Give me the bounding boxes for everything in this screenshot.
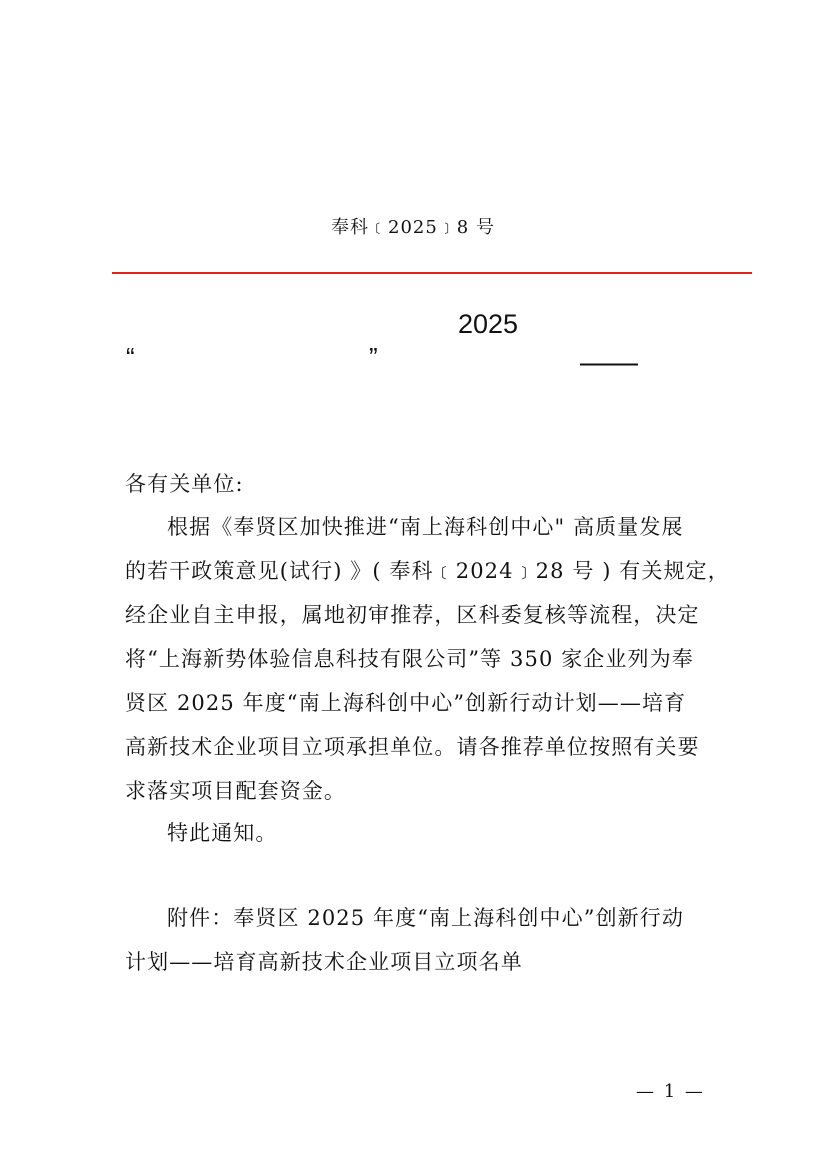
title-open-quote: “	[126, 342, 135, 372]
closing-text: 特此通知。	[167, 821, 278, 845]
title-close-quote: ”	[369, 342, 378, 372]
body-line: 将“上海新势体验信息科技有限公司”等 350 家企业列为奉	[125, 647, 694, 671]
attachment-line: 附件：奉贤区 2025 年度“南上海科创中心”创新行动	[167, 906, 684, 930]
salutation: 各有关单位:	[125, 472, 244, 496]
attachment-line: 计划——培育高新技术企业项目立项名单	[125, 950, 523, 974]
body-line: 的若干政策意见(试行) 》( 奉科﹝2024﹞28 号 ) 有关规定，	[125, 559, 730, 583]
body-line: 经企业自主申报，属地初审推荐，区科委复核等流程，决定	[125, 603, 700, 627]
title-dash: ——	[580, 346, 636, 379]
title-year: 2025	[458, 309, 519, 339]
red-header-rule	[112, 272, 752, 274]
body-line: 根据《奉贤区加快推进“南上海科创中心" 高质量发展	[167, 515, 684, 539]
page-number: — 1 —	[636, 1081, 705, 1102]
body-line: 贤区 2025 年度“南上海科创中心”创新行动计划——培育	[125, 691, 687, 715]
document-number: 奉科﹝2025﹞8 号	[331, 217, 495, 238]
body-line: 求落实项目配套资金。	[125, 779, 346, 803]
body-line: 高新技术企业项目立项承担单位。请各推荐单位按照有关要	[125, 735, 700, 759]
